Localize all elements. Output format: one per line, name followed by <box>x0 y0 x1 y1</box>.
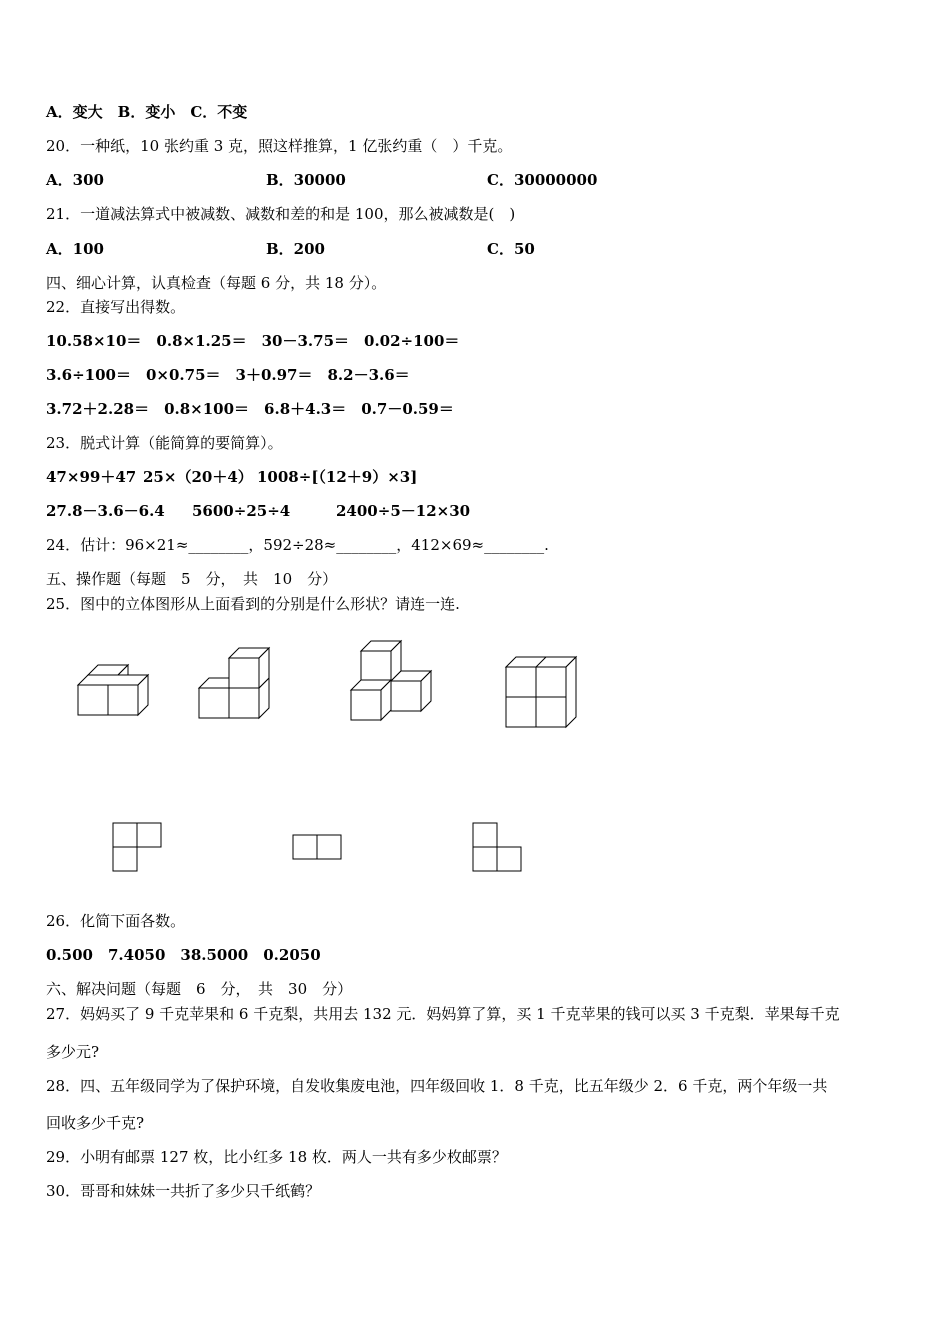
q27-line-2: 多少元? <box>46 1043 100 1061</box>
q26-values: 0.500 7.4050 38.5000 0.2050 <box>46 946 321 964</box>
q19-options: A．变大 B．变小 C．不变 <box>46 103 248 121</box>
q23-expr-1: 47×99＋47 <box>46 468 137 486</box>
section-4-title: 四、细心计算，认真检查（每题 6 分，共 18 分）。 <box>46 274 387 292</box>
q23-stem: 23．脱式计算（能简算的要简算）。 <box>46 434 283 452</box>
q23-expr-6: 2400÷5－12×30 <box>336 502 471 520</box>
q28-line-2: 回收多少千克? <box>46 1114 145 1132</box>
section-6-title: 六、解决问题（每题 6 分， 共 30 分） <box>46 980 353 998</box>
top-view-3 <box>473 823 521 871</box>
q23-expr-3: 1008÷[（12＋9）×3] <box>257 468 418 486</box>
q27-line-1: 27．妈妈买了 9 千克苹果和 6 千克梨，共用去 132 元．妈妈算了算，买 1 千克苹果的钱可以买 3 千克梨．苹果每千克 <box>46 1005 840 1023</box>
q21-option-a: A．100 <box>46 240 104 258</box>
solid-figure-2 <box>199 648 269 718</box>
q25-stem: 25．图中的立体图形从上面看到的分别是什么形状？请连一连. <box>46 595 460 613</box>
q29-text: 29．小明有邮票 127 枚，比小红多 18 枚．两人一共有多少枚邮票？ <box>46 1148 507 1166</box>
solid-figure-3 <box>351 641 431 720</box>
q22-row-2: 3.6÷100＝ 0×0.75＝ 3＋0.97＝ 8.2－3.6＝ <box>46 366 410 384</box>
q20-option-a: A．300 <box>46 171 104 189</box>
top-view-1 <box>113 823 161 871</box>
q21-stem: 21．一道减法算式中被减数、减数和差的和是 100，那么被减数是( ) <box>46 205 516 223</box>
q20-option-c: C．30000000 <box>487 171 598 189</box>
q22-row-1: 10.58×10＝ 0.8×1.25＝ 30－3.75＝ 0.02÷100＝ <box>46 332 460 350</box>
q26-stem: 26．化简下面各数。 <box>46 912 186 930</box>
q22-row-3: 3.72＋2.28＝ 0.8×100＝ 6.8＋4.3＝ 0.7－0.59＝ <box>46 400 454 418</box>
q23-expr-4: 27.8－3.6－6.4 <box>46 502 165 520</box>
q23-expr-2: 25×（20＋4） <box>143 468 253 486</box>
q23-expr-5: 5600÷25÷4 <box>192 502 291 520</box>
q28-line-1: 28．四、五年级同学为了保护环境，自发收集废电池，四年级回收 1．8 千克，比五年级少 2．6 千克，两个年级一共 <box>46 1077 828 1095</box>
solid-figure-4 <box>506 657 576 727</box>
q30-text: 30．哥哥和妹妹一共折了多少只千纸鹤？ <box>46 1182 321 1200</box>
q21-option-b: B．200 <box>266 240 325 258</box>
q22-stem: 22．直接写出得数。 <box>46 298 186 316</box>
q20-stem: 20．一种纸，10 张约重 3 克，照这样推算，1 亿张约重（ ）千克。 <box>46 137 513 155</box>
q20-option-b: B．30000 <box>266 171 346 189</box>
q21-option-c: C．50 <box>487 240 535 258</box>
top-view-2 <box>293 835 341 859</box>
solid-figure-1 <box>78 665 148 715</box>
section-5-title: 五、操作题（每题 5 分， 共 10 分） <box>46 570 338 588</box>
q24-text: 24．估计：96×21≈________，592÷28≈________，412×69≈________. <box>46 536 549 554</box>
